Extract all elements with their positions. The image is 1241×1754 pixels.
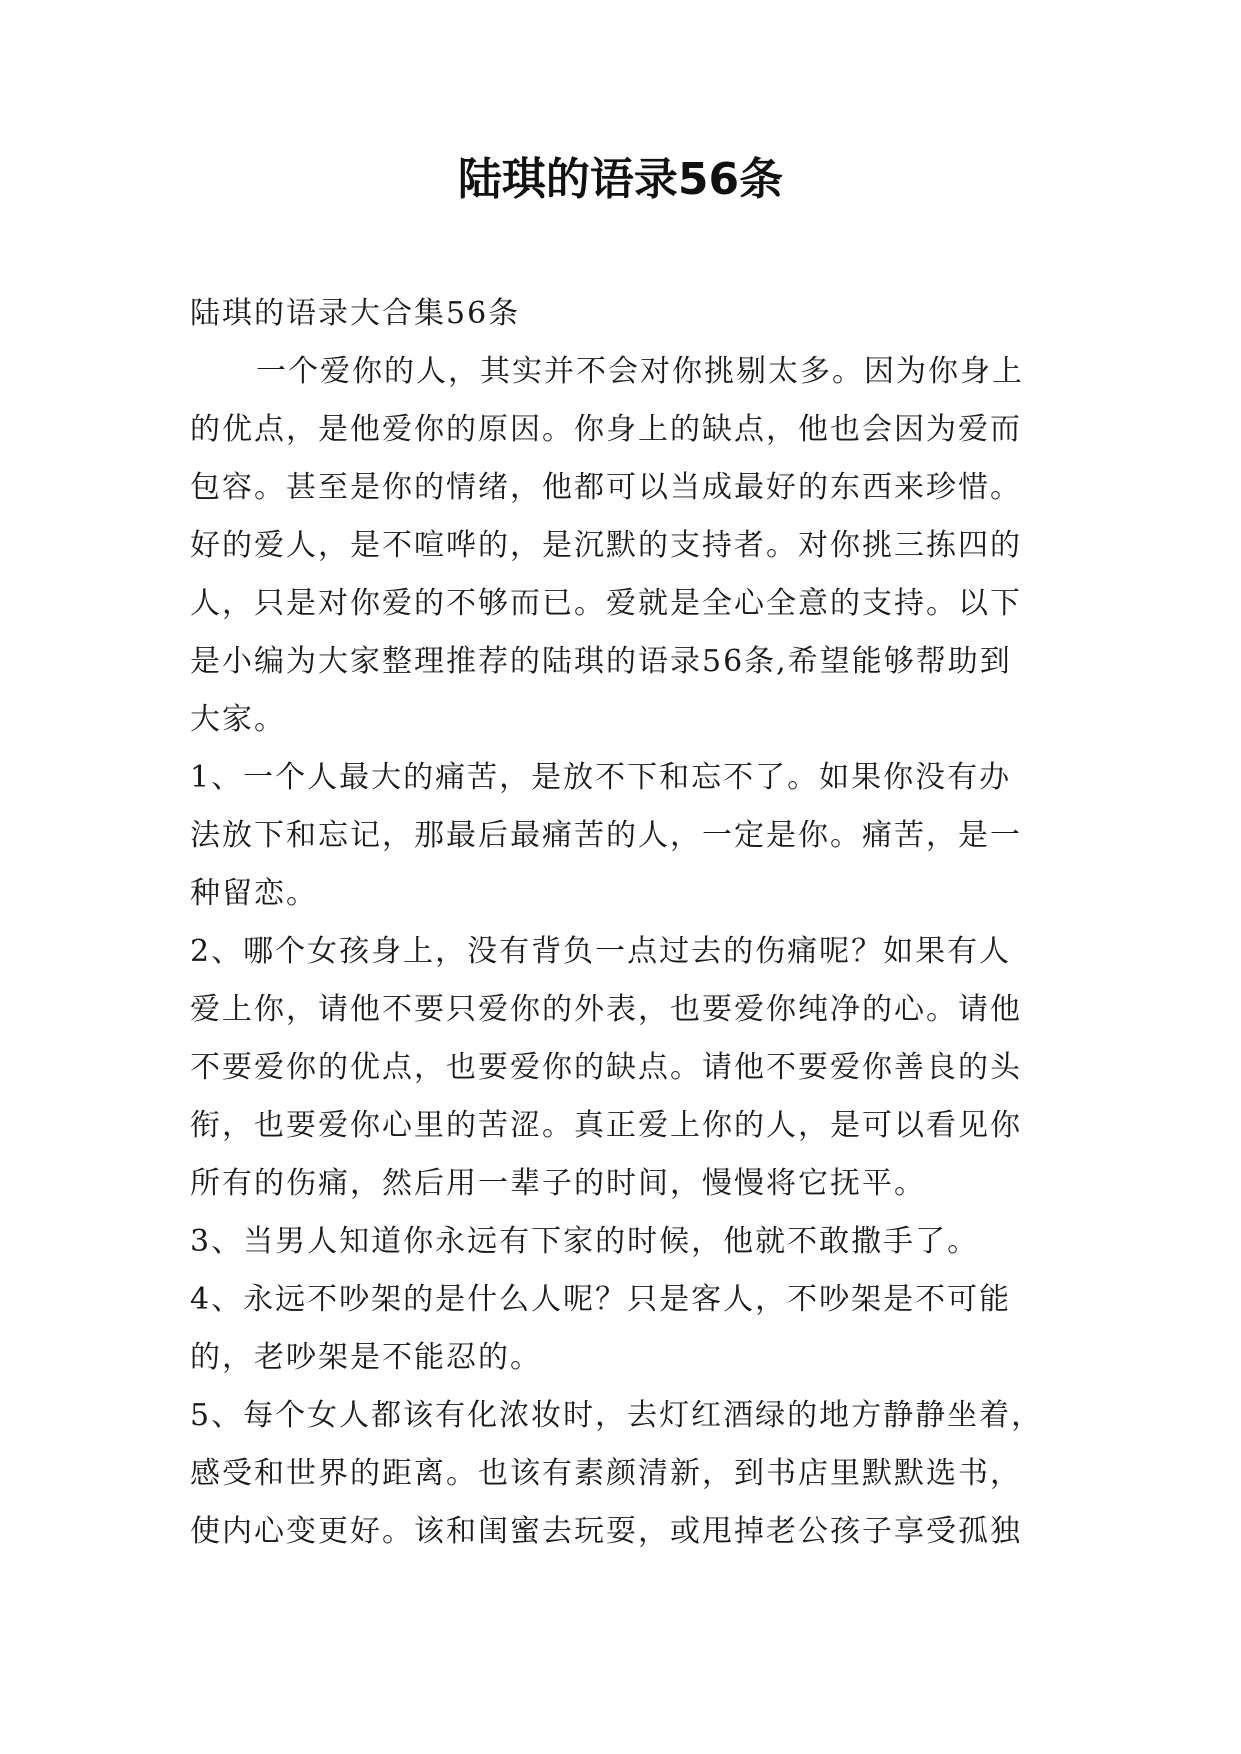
quote-line: 爱上你，请他不要只爱你的外表，也要爱你纯净的心。请他 (190, 992, 1022, 1027)
intro-line: 人，只是对你爱的不够而已。爱就是全心全意的支持。以下 (190, 586, 1022, 621)
intro-line: 包容。甚至是你的情绪，他都可以当成最好的东西来珍惜。 (190, 470, 1022, 505)
document-body (190, 285, 1060, 1561)
quote-line: 的，老吵架是不能忍的。 (190, 1340, 542, 1375)
quote-line: 所有的伤痛，然后用一辈子的时间，慢慢将它抚平。 (190, 1166, 926, 1201)
intro-line: 是小编为大家整理推荐的陆琪的语录56条,希望能够帮助到 (190, 644, 1012, 679)
intro-line: 的优点，是他爱你的原因。你身上的缺点，他也会因为爱而 (190, 412, 1022, 447)
intro-line: 好的爱人，是不喧哗的，是沉默的支持者。对你挑三拣四的 (190, 528, 1022, 563)
quote-line: 感受和世界的距离。也该有素颜清新，到书店里默默选书， (190, 1456, 1022, 1491)
intro-line: 大家。 (190, 702, 286, 737)
quote-line: 不要爱你的优点，也要爱你的缺点。请他不要爱你善良的头 (190, 1050, 1022, 1085)
quote-line: 衔，也要爱你心里的苦涩。真正爱上你的人，是可以看见你 (190, 1108, 1022, 1143)
subtitle-line: 陆琪的语录大合集56条 (190, 296, 521, 331)
quote-line: 2、哪个女孩身上，没有背负一点过去的伤痛呢？如果有人 (190, 934, 1012, 969)
quote-line: 1、一个人最大的痛苦，是放不下和忘不了。如果你没有办 (190, 760, 1012, 795)
quote-line: 种留恋。 (190, 876, 318, 911)
quote-line: 5、每个女人都该有化浓妆时，去灯红酒绿的地方静静坐着， (190, 1398, 1044, 1433)
quote-line: 3、当男人知道你永远有下家的时候，他就不敢撒手了。 (190, 1224, 980, 1259)
intro-line: 一个爱你的人，其实并不会对你挑剔太多。因为你身上 (256, 354, 1024, 389)
quote-line: 4、永远不吵架的是什么人呢？只是客人，不吵架是不可能 (190, 1282, 1012, 1317)
quote-line: 使内心变更好。该和闺蜜去玩耍，或甩掉老公孩子享受孤独 (190, 1514, 1022, 1549)
document-title: 陆琪的语录56条 (457, 154, 784, 205)
quote-line: 法放下和忘记，那最后最痛苦的人，一定是你。痛苦，是一 (190, 818, 1022, 853)
